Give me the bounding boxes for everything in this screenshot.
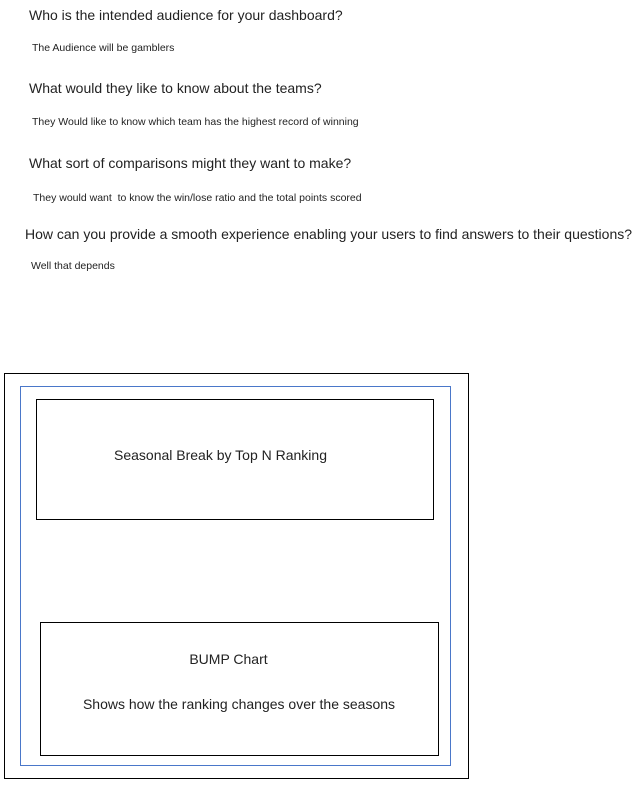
top-ranking-panel-title: Seasonal Break by Top N Ranking <box>114 447 327 463</box>
bump-chart-panel <box>40 622 439 756</box>
answer-4: Well that depends <box>31 260 115 272</box>
bump-chart-panel-description: Shows how the ranking changes over the seasons <box>82 696 396 712</box>
bump-chart-panel-title: BUMP Chart <box>189 651 268 667</box>
answer-3: They would want to know the win/lose ratio and the total points scored <box>33 192 362 204</box>
answer-1: The Audience will be gamblers <box>32 42 175 54</box>
question-4: How can you provide a smooth experience enabling your users to find answers to their questions? <box>25 226 633 242</box>
question-1: Who is the intended audience for your dashboard? <box>29 7 343 23</box>
answer-2: They Would like to know which team has the highest record of winning <box>32 116 359 128</box>
question-2: What would they like to know about the teams? <box>29 80 322 96</box>
question-3: What sort of comparisons might they want to make? <box>29 155 352 171</box>
top-ranking-panel <box>36 399 434 520</box>
